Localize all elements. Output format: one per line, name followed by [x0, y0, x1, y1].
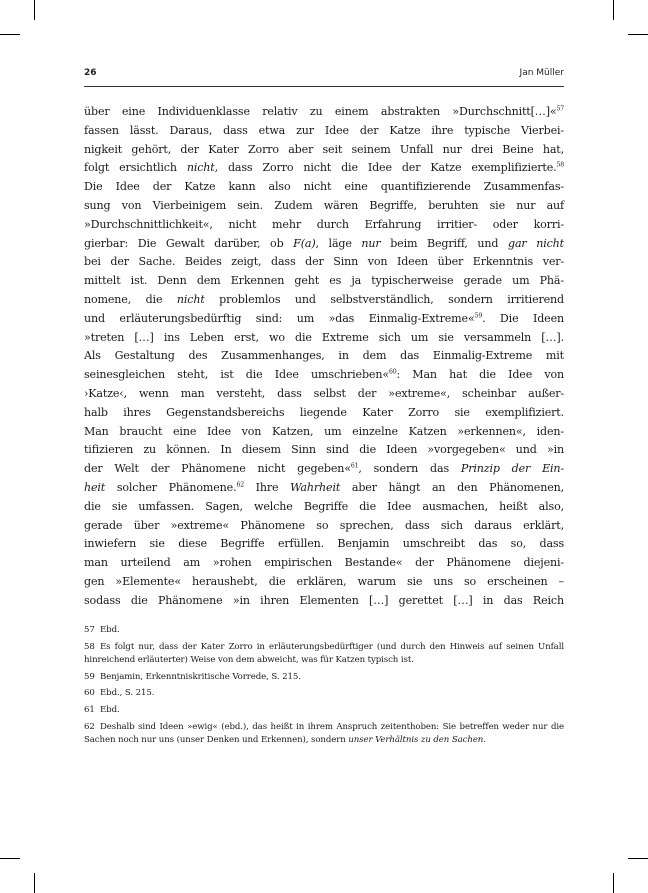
line-text: gerade über »extreme« Phänomene so sprechen, dass sich daraus erklärt, — [84, 518, 564, 532]
body-line — [84, 178, 564, 197]
body-text — [84, 103, 564, 611]
emphasis: F(a) — [293, 236, 316, 250]
crop-mark-bottom-right-h — [628, 858, 648, 859]
line-text: »Durchschnittlichkeit«, nicht mehr durch Erfahrung irritier- oder korri- — [84, 217, 564, 231]
body-line — [84, 441, 564, 460]
line-text: gen »Elemente« heraushebt, die erklären, warum sie uns so erscheinen – — [84, 574, 564, 588]
crop-mark-top-right-h — [628, 34, 648, 35]
line-text: nigkeit gehört, der Kater Zorro aber seit seinem Unfall nur drei Beine hat, — [84, 142, 564, 156]
footnote-number: 60 — [84, 688, 95, 699]
body-line — [84, 385, 564, 404]
line-text: . Die Ideen — [482, 311, 564, 325]
footnote-ref: 57 — [556, 105, 564, 113]
line-text: : Man hat die Idee von — [396, 368, 564, 382]
body-line — [84, 535, 564, 554]
line-text: Man braucht eine Idee von Katzen, um einzelne Katzen »erkennen«, iden- — [84, 424, 564, 438]
footnote-number: 59 — [84, 671, 95, 682]
body-line — [84, 517, 564, 536]
footnote-ref: 61 — [350, 462, 359, 470]
emphasis: unser Verhältnis zu den Sachen — [348, 735, 484, 746]
emphasis: Prinzip der Ein- — [460, 462, 565, 476]
line-text: sung von Vierbeinigem sein. Zudem wären Begriffe, beruhten sie nur auf — [84, 198, 564, 212]
footnote — [84, 704, 564, 718]
line-text: aber hängt an den Phänomenen, — [340, 480, 565, 494]
line-text: inwiefern sie diese Begriffe erfüllen. Benjamin umschreibt das so, dass — [84, 537, 564, 551]
body-line — [84, 554, 564, 573]
line-text: »treten […] ins Leben erst, wo die Extreme sich um sie versammeln […]. — [84, 330, 564, 344]
footnote — [84, 721, 564, 748]
emphasis: Wahrheit — [290, 480, 341, 494]
line-text: ›Katze‹, wenn man versteht, dass selbst der »extreme«, scheinbar außer- — [84, 386, 564, 400]
line-text: bei der Sache. Beides zeigt, dass der Sinn von Ideen über Erkenntnis ver- — [84, 255, 564, 269]
line-text: nomene, die — [84, 292, 177, 306]
body-line — [84, 103, 564, 122]
footnote-text: Ebd. — [100, 625, 120, 635]
footnote-ref: 59 — [474, 312, 483, 320]
line-text: sodass die Phänomene »in ihren Elementen […] gerettet […] in das Reich — [84, 593, 564, 607]
crop-mark-top-left-h — [0, 34, 20, 35]
line-text: Als Gestaltung des Zusammenhanges, in dem das Einmalig-Extreme mit — [84, 349, 564, 363]
line-text: , sondern das — [358, 462, 461, 476]
footnote-text: Es folgt nur, dass der Kater Zorro in erläuterungsbedürftiger (und durch den Hinweis auf seinen Unfall hinreichend erläuterter) Weise von dem abweicht, was für Katzen typisch ist. — [84, 641, 564, 666]
body-line — [84, 310, 564, 329]
footnote-text: . — [483, 735, 486, 746]
body-line — [84, 216, 564, 235]
emphasis: nicht — [176, 292, 205, 306]
body-line — [84, 498, 564, 517]
footnote — [84, 641, 564, 668]
line-text: Die Idee der Katze kann also nicht eine quantifizierende Zusammenfas- — [84, 180, 564, 194]
line-text: halb ihres Gegenstandsbereichs liegende Kater Zorro sie exemplifiziert. — [84, 405, 564, 419]
body-line — [84, 291, 564, 310]
line-text: folgt ersichtlich — [84, 161, 187, 175]
crop-mark-top-right — [613, 0, 614, 20]
footnote — [84, 624, 564, 638]
line-text: gierbar: Die Gewalt darüber, ob — [84, 236, 294, 250]
footnote-number: 61 — [84, 704, 95, 715]
line-text: der Welt der Phänomene nicht gegeben« — [84, 462, 351, 476]
line-text: solcher Phänomene. — [105, 480, 237, 494]
line-text: man urteilend am »rohen empirischen Bestande« der Phänomene diejeni- — [84, 556, 564, 570]
body-line — [84, 197, 564, 216]
header-rule — [84, 86, 564, 87]
crop-mark-bottom-left — [34, 873, 35, 893]
line-text: über eine Individuenklasse relativ zu einem abstrakten »Durchschnitt[…]« — [84, 105, 557, 118]
line-text: beim Begriff, und — [380, 236, 509, 250]
body-line — [84, 460, 564, 479]
footnote-number: 62 — [84, 721, 95, 732]
line-text: und erläuterungsbedürftig sind: um »das Einmalig-Extreme« — [84, 311, 475, 325]
running-head-author: Jan Müller — [519, 68, 564, 78]
footnote-ref: 58 — [556, 161, 564, 169]
crop-mark-top-left — [34, 0, 35, 20]
footnote-ref: 62 — [236, 481, 244, 489]
body-line — [84, 329, 564, 348]
footnote-number: 58 — [84, 641, 95, 652]
footnote — [84, 671, 564, 685]
footnotes — [84, 624, 564, 751]
footnote — [84, 687, 564, 701]
footnote-text: Benjamin, Erkenntniskritische Vorrede, S. 215. — [100, 671, 301, 682]
body-line — [84, 592, 564, 611]
crop-mark-bottom-left-h — [0, 858, 20, 859]
body-line — [84, 272, 564, 291]
line-text: tifizieren zu können. In diesem Sinn sind die Ideen »vorgegeben« und »in — [84, 443, 564, 457]
line-text: problemlos und selbstverständlich, sondern irritierend — [204, 292, 564, 306]
footnote-number: 57 — [84, 625, 95, 635]
body-line — [84, 366, 564, 385]
emphasis: nicht — [186, 161, 215, 175]
line-text: Ihre — [243, 480, 291, 494]
body-line — [84, 404, 564, 423]
footnote-ref: 60 — [388, 368, 397, 376]
page-number: 26 — [84, 68, 97, 78]
line-text: die sie umfassen. Sagen, welche Begriffe die Idee ausmachen, heißt also, — [84, 499, 564, 513]
body-line — [84, 141, 564, 160]
line-text: fassen lässt. Daraus, dass etwa zur Idee der Katze ihre typische Vierbei- — [84, 123, 564, 137]
body-line — [84, 347, 564, 366]
line-text: mittelt ist. Denn dem Erkennen geht es ja typischerweise gerade um Phä- — [84, 274, 564, 288]
body-line — [84, 235, 564, 254]
body-line — [84, 159, 564, 178]
line-text: , dass Zorro nicht die Idee der Katze exemplifizierte. — [214, 161, 557, 175]
footnote-text: Ebd., S. 215. — [100, 688, 155, 699]
line-text: seinesgleichen steht, ist die Idee umschrieben« — [84, 368, 389, 382]
body-line — [84, 122, 564, 141]
emphasis: gar nicht — [508, 236, 564, 250]
body-line — [84, 253, 564, 272]
line-text: , läge — [315, 236, 362, 250]
emphasis: nur — [361, 236, 381, 250]
running-header — [84, 68, 564, 84]
emphasis: heit — [84, 480, 106, 494]
body-line — [84, 573, 564, 592]
footnote-text: Deshalb sind Ideen »ewig« (ebd.), das heißt in ihrem Anspruch zeitenthoben: Sie betreffen weder nur die Sachen noch nur uns (unser Denken und Erkennen), sondern — [84, 721, 564, 746]
body-line — [84, 423, 564, 442]
body-line — [84, 479, 564, 498]
footnote-text: Ebd. — [100, 704, 120, 715]
crop-mark-bottom-right — [613, 873, 614, 893]
